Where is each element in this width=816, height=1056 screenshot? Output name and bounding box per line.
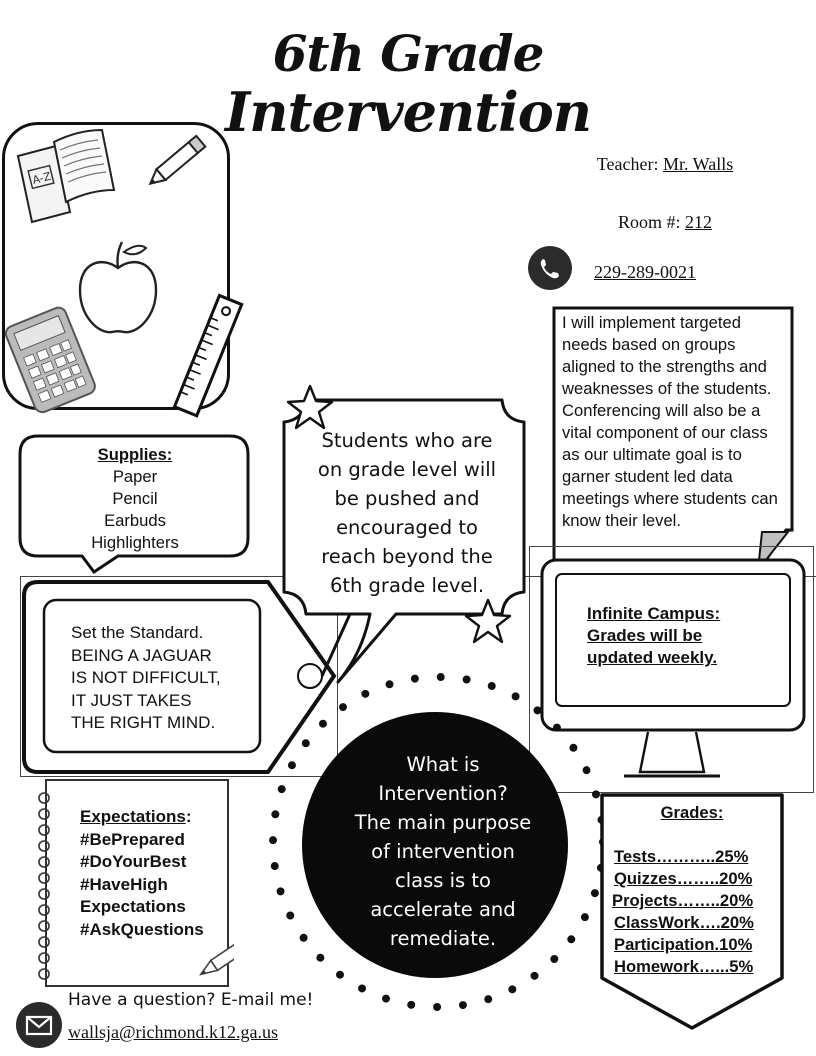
room-label: Room #: bbox=[617, 212, 685, 232]
grades-item: ClassWork….20% bbox=[614, 913, 754, 932]
motto-line: Set the Standard. bbox=[71, 623, 204, 642]
grades-item: Participation.10% bbox=[614, 935, 753, 954]
motto-text bbox=[71, 622, 251, 735]
expectations-item: #AskQuestions bbox=[80, 919, 204, 939]
grades-item: Projects……..20% bbox=[612, 891, 754, 910]
expectations-box bbox=[80, 806, 204, 941]
campus-line: updated weekly. bbox=[587, 648, 718, 667]
expectations-item: Expectations bbox=[80, 897, 186, 916]
supplies-box bbox=[20, 444, 250, 554]
calculator-icon bbox=[0, 304, 100, 414]
campus-line: Infinite Campus: bbox=[587, 604, 721, 623]
contact-prompt: Have a question? E-mail me! bbox=[68, 990, 314, 1010]
expectations-item: #BePrepared bbox=[80, 829, 185, 849]
ruler-icon bbox=[164, 292, 254, 420]
mail-icon bbox=[16, 1002, 62, 1048]
teacher-label: Teacher: bbox=[596, 154, 663, 174]
book-icon bbox=[8, 124, 120, 224]
motto-line: THE RIGHT MIND. bbox=[71, 713, 216, 732]
grades-box bbox=[604, 802, 780, 978]
intervention-text bbox=[330, 750, 556, 953]
motto-line: BEING A JAGUAR bbox=[71, 645, 212, 665]
intervention-line: accelerate and bbox=[370, 898, 516, 921]
contact-email-link[interactable]: wallsja@richmond.k12.ga.us bbox=[68, 1022, 279, 1042]
teacher-name: Mr. Walls bbox=[662, 154, 734, 174]
pencil-icon bbox=[142, 124, 218, 196]
intervention-line: remediate. bbox=[389, 927, 497, 950]
intervention-line: Intervention? bbox=[378, 782, 508, 805]
grades-item: Homework…...5% bbox=[614, 957, 754, 976]
expectations-item: #HaveHigh bbox=[80, 874, 168, 894]
page-title-line1: 6th Grade bbox=[272, 24, 544, 83]
phone-number[interactable]: 229-289-0021 bbox=[594, 262, 696, 282]
room-line bbox=[560, 212, 770, 233]
grades-item: Tests………..25% bbox=[614, 847, 749, 866]
star-icon bbox=[464, 598, 512, 644]
intervention-line: The main purpose bbox=[354, 811, 532, 834]
star-icon bbox=[286, 384, 334, 430]
motto-line: IS NOT DIFFICULT, bbox=[71, 668, 221, 687]
campus-line: Grades will be bbox=[587, 626, 703, 645]
grades-heading: Grades: bbox=[660, 803, 724, 822]
supplies-item: Highlighters bbox=[91, 533, 179, 552]
intervention-line: of intervention bbox=[371, 840, 515, 863]
expectations-colon: : bbox=[185, 807, 192, 826]
grades-item: Quizzes……..20% bbox=[614, 869, 753, 888]
intervention-line: What is bbox=[406, 753, 480, 776]
motto-line: IT JUST TAKES bbox=[71, 690, 192, 710]
on-grade-text: Students who are on grade level will be pushed and encouraged to reach beyond the 6th grade level. bbox=[317, 429, 497, 597]
supplies-item: Earbuds bbox=[104, 511, 166, 530]
expectations-heading-line bbox=[80, 806, 204, 829]
intervention-line: class is to bbox=[395, 869, 491, 892]
teacher-line bbox=[560, 154, 770, 175]
svg-text:A-Z: A-Z bbox=[31, 169, 53, 187]
page-title-line2: Intervention bbox=[225, 80, 591, 144]
campus-text bbox=[587, 603, 720, 669]
expectations-heading: Expectations bbox=[80, 807, 186, 826]
strategy-text: I will implement targeted needs based on groups aligned to the strengths and weaknesses of the students. Conferencing will also be a vital component of our class as our ultimate goal is to garner student led data meetings where students can know their level. bbox=[562, 313, 778, 530]
phone-icon bbox=[528, 246, 572, 290]
supplies-item: Paper bbox=[112, 467, 158, 486]
expectations-item: #DoYourBest bbox=[80, 852, 187, 871]
supplies-item: Pencil bbox=[112, 489, 158, 508]
room-number: 212 bbox=[685, 212, 712, 232]
supplies-heading: Supplies: bbox=[97, 445, 173, 464]
